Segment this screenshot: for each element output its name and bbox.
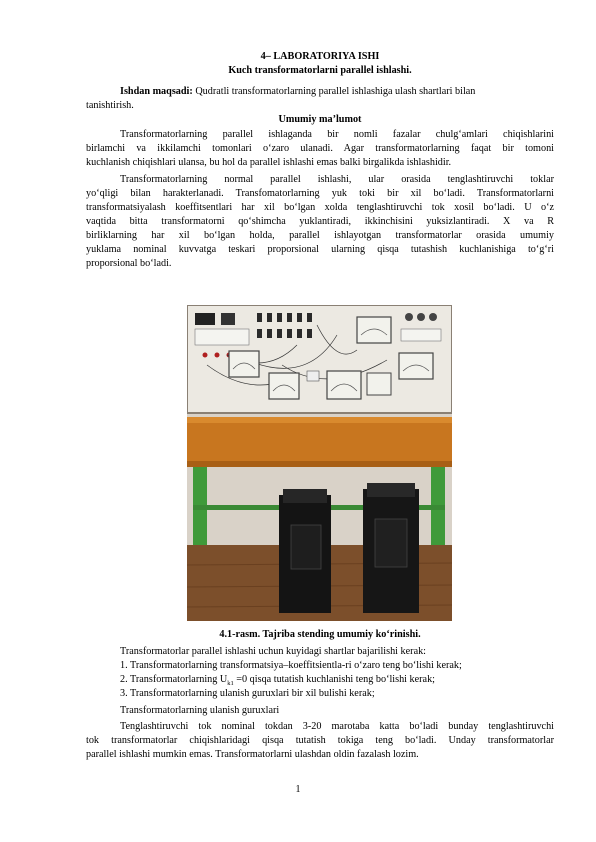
lab-subtitle: Kuch transformatorlarni parallel ishlashi. xyxy=(228,65,412,76)
purpose-text: Qudratli transformatorlarning parallel ishlashiga ulash shartlari bilan xyxy=(192,86,476,97)
condition2-text-end: =0 qisqa tutatish kuchlanishi teng bo‘lishi kerak; xyxy=(233,674,436,685)
purpose-label: Ishdan maqsadi: xyxy=(120,86,193,97)
para1-line: kuchlanish chiqishlari ulansa, bu hol da parallel ishlashi emas balki birgalikda ishlashidir. xyxy=(86,157,452,168)
condition2-subscript: k1 xyxy=(227,680,234,688)
section-heading: Umumiy ma’lumot xyxy=(278,114,362,125)
figure-caption: 4.1-rasm. Tajriba stending umumiy ko‘rinishi. xyxy=(219,629,421,640)
condition2-text: 2. Transformatorlarning U xyxy=(120,674,228,685)
para2-line: yuklama nominal kuvvatga teskari proporsional ularning qisqa tutashish kuchlanishiga to‘g‘ri xyxy=(86,244,554,255)
para2-line: vaqtida bitta transformatorni qo‘shimcha yuklantiradi, ikkinchisini yuksizlantiradi. X va R xyxy=(86,216,554,227)
para2-line: transformatsiyalash koeffitsentlari har xil bo‘lgan xolda tenglashtiruvchi tok xosil bo‘ladi. U o‘z xyxy=(86,202,554,213)
purpose-text-cont: tanishtirish. xyxy=(86,100,134,111)
lab-stand-photo xyxy=(187,305,452,621)
para1-line: Transformatorlarning parallel ishlaganda bir nomli fazalar chulg‘amlari chiqishlarini xyxy=(120,129,554,140)
conditions-intro: Transformatorlar parallel ishlashi uchun kuyidagi shartlar bajarilishi kerak: xyxy=(120,646,427,657)
para3-line: tok transformatorlar chiqishlaridagi qisqa tutatish tokiga teng bo‘ladi. Unday transformatorlar xyxy=(86,735,554,746)
condition-item: 3. Transformatorlarning ulanish guruxlari bir xil bulishi kerak; xyxy=(120,688,375,699)
condition-item: 1. Transformatorlarning transformatsiya–koeffitsientla-ri o‘zaro teng bo‘lishi kerak; xyxy=(120,660,462,671)
page-number: 1 xyxy=(295,784,301,795)
groups-heading: Transformatorlarning ulanish guruxlari xyxy=(120,705,280,716)
para1-line: birlamchi va ikkilamchi tomonlari o‘zaro ulanadi. Agar transformatorlarning faqat bir tomoni xyxy=(86,143,554,154)
para2-line: birliklarning har xil bo‘lgan holda, parallel ishlayotgan transformatorlar orasida umumiy xyxy=(86,230,554,241)
purpose-line xyxy=(120,85,475,98)
para2-line: Transformatorlarning normal parallel ishlashi, ular orasida tenglashtiruvchi toklar xyxy=(120,174,554,185)
lab-title: 4– LABORATORIYA ISHI xyxy=(260,51,380,62)
para2-line: yo‘qligi bilan harakterlanadi. Transfomatorlarning yuk toki bir xil bo‘ladi. Transformatorlarni xyxy=(86,188,554,199)
para3-line: Tenglashtiruvchi tok nominal tokdan 3-20 marotaba katta bo‘ladi bunday tenglashtiruvchi xyxy=(120,721,554,732)
para3-line: parallel ishlashi mumkin emas. Transformatorlarni ulashdan oldin fazalash lozim. xyxy=(86,749,419,760)
para2-line: proporsional bo‘ladi. xyxy=(86,258,172,269)
